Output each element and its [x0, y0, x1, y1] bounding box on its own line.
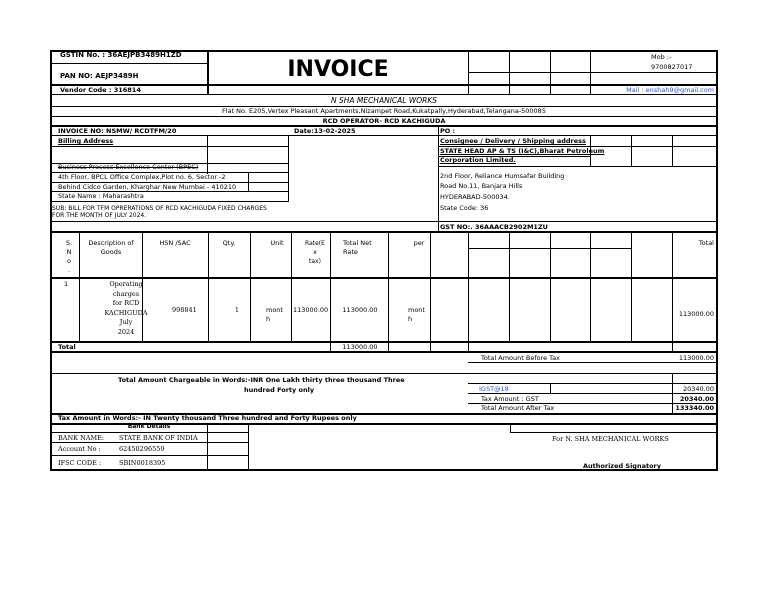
invoice-number: INVOICE NO: NSMW/ RCDTFM/20 — [58, 127, 177, 135]
col-header-total-net: Total Net Rate — [343, 239, 372, 256]
company-name: N SHA MECHANICAL WORKS — [330, 96, 438, 105]
row-total: 113000.00 — [678, 310, 714, 318]
col-header-hsn: HSN /SAC — [159, 239, 191, 247]
row-total-net: 113000.00 — [342, 306, 378, 314]
account-label: Account No : — [58, 445, 101, 453]
consignee-line-1: 2nd Floor, Reliance Humsafar Building — [440, 172, 565, 180]
subject-line-1: SUB: BILL FOR TFM OPRERATIONS OF RCD KACHIGUDA FIXED CHARGES — [52, 205, 267, 212]
subject-line-2: FOR THE MONTH OF JULY 2024. — [52, 212, 147, 219]
consignee-name-2: Corporation Limited. — [440, 156, 516, 164]
billing-state: State Name : Maharashtra — [58, 192, 144, 200]
row-qty: 1 — [234, 306, 240, 314]
amount-in-words-1: Total Amount Chargeable in Words:-INR One Lakh thirty three thousand Three — [118, 376, 405, 384]
row-hsn: 998841 — [172, 306, 197, 314]
after-tax-label: Total Amount After Tax — [481, 404, 555, 412]
consignee-heading: Consignee / Delivery / Shipping address — [440, 137, 586, 145]
consignee-name-1: STATE HEAD AP & TS (I&C),Bharat Petroleum — [440, 147, 605, 155]
col-header-sno: S. N o . — [65, 239, 73, 274]
total-value: 113000.00 — [342, 343, 378, 351]
tax-amount-value: 20340.00 — [679, 395, 714, 403]
consignee-state-code: State Code: 36 — [440, 204, 489, 212]
tax-amount-label: Tax Amount : GST — [481, 395, 539, 403]
consignee-line-2: Road No.11, Banjara Hills — [440, 182, 523, 190]
bank-name-value: STATE BANK OF INDIA — [119, 434, 198, 442]
email-link[interactable]: Mail : enshah9@gmail.com — [626, 86, 714, 94]
row-sno: 1 — [64, 280, 69, 288]
before-tax-label: Total Amount Before Tax — [481, 354, 560, 362]
ifsc-value: SBIN0018395 — [119, 459, 166, 467]
company-address: Flat No. E205,Vertex Pleasant Apartments,Nizampet Road,Kukatpally,Hyderabad,Telangana-500085 — [222, 107, 546, 115]
mob-label: Mob :- — [651, 53, 672, 61]
row-unit: mont h — [266, 306, 283, 323]
billing-heading: Billing Address — [58, 137, 114, 145]
igst-value: 20340.00 — [682, 385, 714, 393]
authorized-signatory: Authorized Signatory — [583, 462, 661, 470]
po-number: PO : — [440, 127, 456, 135]
signature-for: For N. SHA MECHANICAL WORKS — [552, 435, 669, 443]
col-header-unit: Unit — [270, 239, 284, 247]
col-header-description: Description of Goods — [88, 239, 134, 256]
billing-line-3: Behind Cidco Garden, Kharghar New Mumbai - 410210 — [58, 183, 237, 191]
amount-in-words-2: hundred Forty only — [244, 386, 315, 394]
bank-heading: Bank Details — [127, 423, 171, 430]
consignee-line-3: HYDERABAD-500034. — [440, 193, 510, 201]
rcd-operator: RCD OPERATOR- RCD KACHIGUDA — [322, 117, 446, 125]
total-label: Total — [58, 343, 76, 351]
ifsc-label: IFSC CODE : — [58, 459, 102, 467]
mob-number: 9700827017 — [651, 63, 693, 71]
col-header-rate: Rate(E x tax) — [305, 240, 325, 265]
col-header-qty: Qty. — [222, 239, 236, 247]
bank-name-label: BANK NAME: — [58, 434, 105, 442]
row-per: mont h — [408, 306, 425, 323]
billing-line-2: 4th Floor, BPCL Office Complex,Plot no. 6, Sector -2 — [58, 173, 226, 181]
col-header-per: per — [413, 239, 425, 247]
billing-line-1: Business Process Excellence Center (BPEC) — [58, 163, 199, 171]
row-description: Operating charges for RCD KACHIGUDA July 2024 — [104, 280, 148, 336]
account-value: 62450296559 — [119, 445, 165, 453]
invoice-date: Date:13-02-2025 — [294, 127, 356, 135]
invoice-title: INVOICE — [287, 57, 389, 82]
igst-label: IGST@18 — [479, 385, 509, 393]
row-rate: 113000.00 — [293, 306, 329, 314]
gstin: GSTIN No. : 36AEJPB3489H1ZD — [60, 51, 182, 59]
col-header-total: Total — [698, 239, 714, 247]
consignee-gst: GST NO:. 36AAACB2902M1ZU — [440, 223, 548, 231]
tax-in-words: Tax Amount in Words:- IN Twenty thousand Three hundred and Forty Rupees only — [58, 414, 357, 422]
before-tax-value: 113000.00 — [678, 354, 714, 362]
vendor-code: Vendor Code : 316814 — [60, 86, 141, 94]
pan-number: PAN NO: AEJP3489H — [60, 72, 139, 80]
after-tax-value: 133340.00 — [675, 404, 714, 412]
